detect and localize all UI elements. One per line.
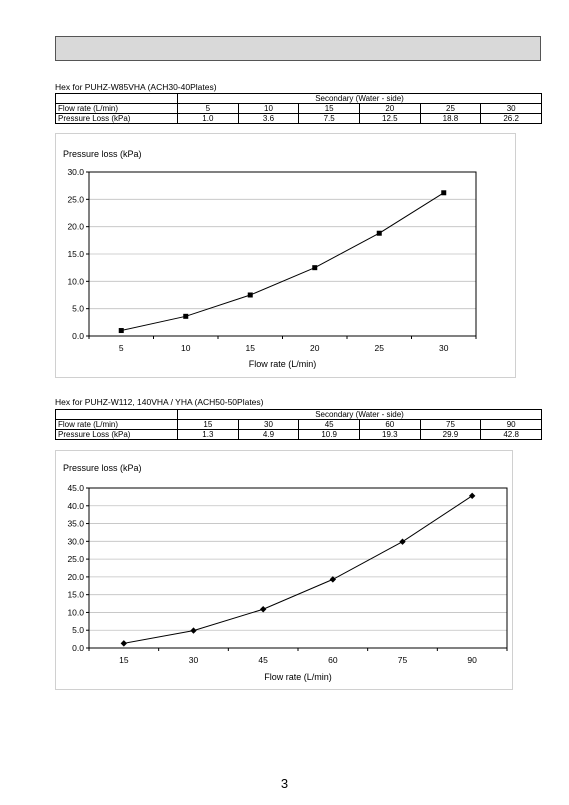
table-cell: 18.8 [420,114,481,124]
y-tick-label: 5.0 [72,625,84,636]
table-row-label: Flow rate (L/min) [56,420,178,430]
table-cell: 30 [481,104,542,114]
header-bar [55,36,541,61]
pressure-loss-table [55,93,542,124]
table-row [56,114,542,124]
table-corner-cell [56,94,178,104]
x-axis-label: Flow rate (L/min) [248,359,317,369]
data-point [119,328,124,333]
table-corner-cell [56,410,178,420]
y-tick-label: 20.0 [67,221,84,232]
table-row [56,430,542,440]
table-cell: 12.5 [359,114,420,124]
table-group-row [56,94,542,104]
series-line [121,193,444,331]
x-tick-label: 25 [374,343,384,353]
y-tick-label: 35.0 [67,518,84,529]
table-row-label: Pressure Loss (kPa) [56,114,178,124]
table-cell: 75 [420,420,481,430]
y-tick-label: 45.0 [67,483,84,493]
x-tick-label: 60 [328,655,338,665]
table-cell: 29.9 [420,430,481,440]
table-group-header: Secondary (Water - side) [178,410,542,420]
table-cell: 42.8 [481,430,542,440]
data-point [377,231,382,236]
table-cell: 45 [299,420,360,430]
y-tick-label: 15.0 [67,589,84,600]
table-row [56,420,542,430]
table-cell: 90 [481,420,542,430]
table-cell: 7.5 [299,114,360,124]
table-cell: 5 [178,104,239,114]
y-tick-label: 10.0 [67,276,84,287]
series-line [124,496,472,644]
table-cell: 26.2 [481,114,542,124]
chart-svg [56,451,512,689]
y-tick-label: 10.0 [67,607,84,618]
pressure-loss-chart [55,450,513,690]
x-axis-label: Flow rate (L/min) [264,672,332,682]
table-cell: 25 [420,104,481,114]
table-cell: 60 [359,420,420,430]
data-point [121,640,127,646]
data-point [190,627,196,633]
chart-svg [56,134,515,377]
table-cell: 19.3 [359,430,420,440]
y-tick-label: 40.0 [67,500,84,511]
table-cell: 4.9 [238,430,299,440]
pressure-loss-table [55,409,542,440]
x-tick-label: 30 [439,343,449,353]
table-cell: 10 [238,104,299,114]
table-group-header: Secondary (Water - side) [178,94,542,104]
data-point [399,538,405,544]
plot-frame [89,488,507,648]
table-row-label: Pressure Loss (kPa) [56,430,178,440]
x-tick-label: 90 [467,655,477,665]
x-tick-label: 15 [119,655,129,665]
y-tick-label: 25.0 [67,194,84,205]
x-tick-label: 45 [258,655,268,665]
y-tick-label: 15.0 [67,249,84,259]
x-tick-label: 5 [118,343,124,353]
table-cell: 3.6 [238,114,299,124]
data-point [441,190,446,195]
chart-title: Pressure loss (kPa) [63,149,142,159]
table-cell: 15 [299,104,360,114]
table-cell: 1.0 [178,114,239,124]
y-tick-label: 0.0 [72,331,84,341]
data-point [183,314,188,319]
table-cell: 30 [238,420,299,430]
data-point [248,293,253,298]
table-row-label: Flow rate (L/min) [56,104,178,114]
y-tick-label: 5.0 [72,303,84,314]
x-tick-label: 30 [188,655,199,665]
table-cell: 1.3 [178,430,239,440]
table-group-row [56,410,542,420]
y-tick-label: 0.0 [72,643,84,653]
y-tick-label: 30.0 [67,536,84,547]
section-title: Hex for PUHZ-W112, 140VHA / YHA (ACH50-50Plates) [55,397,264,407]
x-tick-label: 15 [245,343,255,353]
data-point [469,493,475,499]
data-point [312,265,317,270]
y-tick-label: 25.0 [67,554,84,565]
y-tick-label: 30.0 [67,167,84,177]
table-cell: 20 [359,104,420,114]
data-point [260,606,266,612]
y-tick-label: 20.0 [67,571,84,582]
section-title: Hex for PUHZ-W85VHA (ACH30-40Plates) [55,82,217,92]
x-tick-label: 75 [397,655,408,665]
table-row [56,104,542,114]
page-number: 3 [280,776,289,791]
chart-title: Pressure loss (kPa) [63,463,142,473]
pressure-loss-chart [55,133,516,378]
x-tick-label: 10 [181,343,191,353]
x-tick-label: 20 [310,343,320,353]
table-cell: 15 [178,420,239,430]
table-cell: 10.9 [299,430,360,440]
